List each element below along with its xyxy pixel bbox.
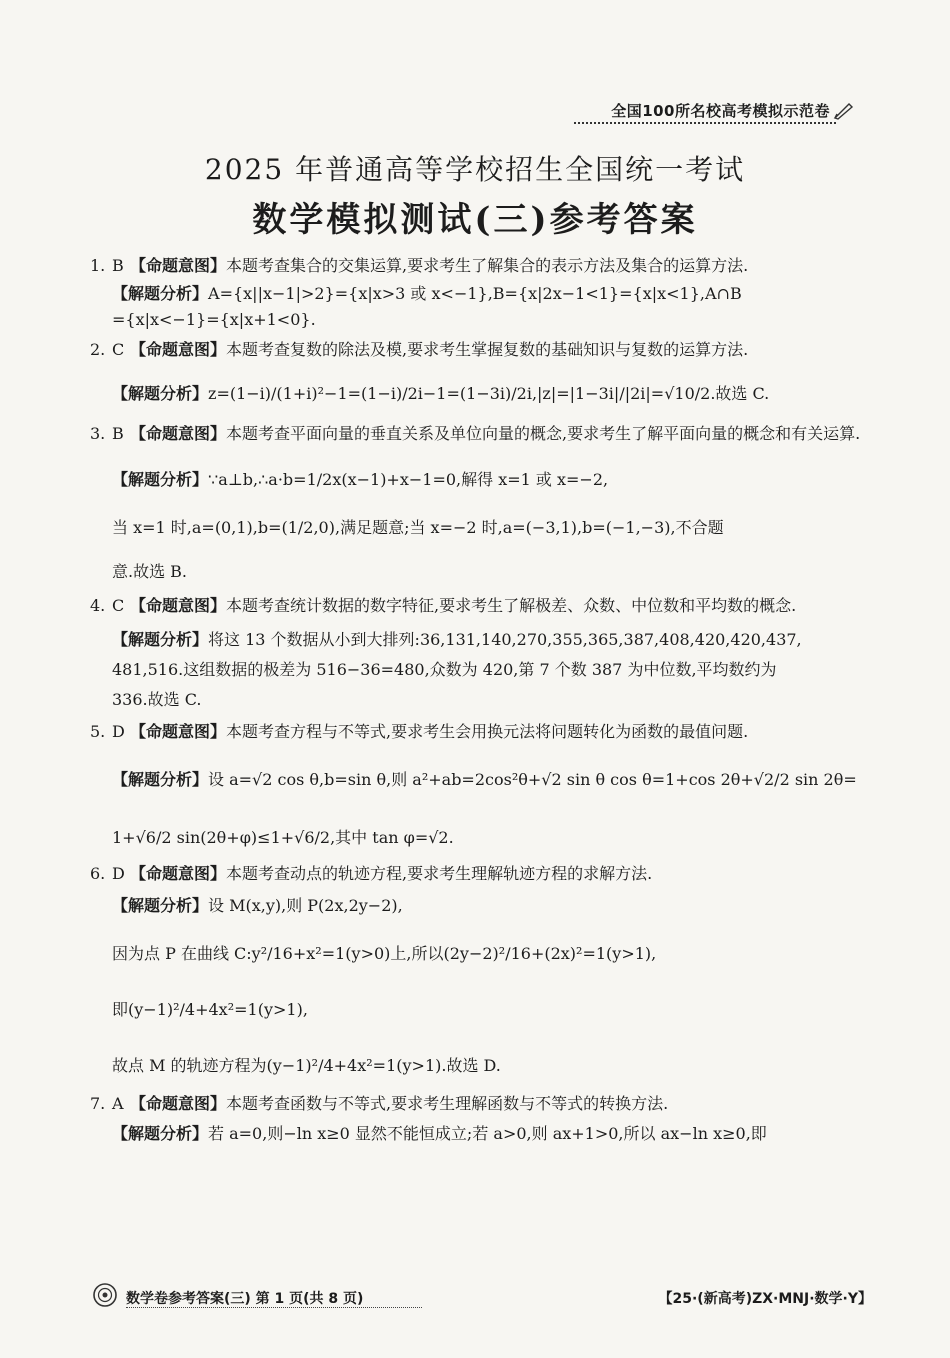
- question-4: [90, 593, 872, 713]
- analysis-line: [112, 627, 872, 653]
- intent-text: 本题考查复数的除法及模,要求考生掌握复数的基础知识与复数的运算方法.: [226, 340, 749, 359]
- intent-label: 【命题意图】: [130, 424, 227, 443]
- exam-title: 2025 年普通高等学校招生全国统一考试: [204, 153, 746, 186]
- answer-letter: B: [112, 424, 124, 443]
- question-2: [90, 337, 872, 407]
- intent-label: 【命题意图】: [130, 340, 227, 359]
- analysis-text: ∵a⊥b,∴a·b=1/2x(x−1)+x−1=0,解得 x=1 或 x=−2,: [208, 470, 609, 489]
- analysis-line: [112, 281, 872, 307]
- question-7: [90, 1091, 872, 1147]
- intent-text: 本题考查方程与不等式,要求考生会用换元法将问题转化为函数的最值问题.: [226, 722, 749, 741]
- intent-text: 本题考查平面向量的垂直关系及单位向量的概念,要求考生了解平面向量的概念和有关运算.: [226, 424, 861, 443]
- question-5: [90, 719, 872, 851]
- analysis-line: [112, 467, 872, 493]
- intent-label: 【命题意图】: [130, 1094, 227, 1113]
- answer-content: [90, 253, 872, 1151]
- footer-page-info: 数学卷参考答案(三) 第 1 页(共 8 页): [126, 1291, 364, 1307]
- page-footer: [92, 1282, 872, 1310]
- analysis-line: [112, 381, 872, 407]
- question-number: 1.: [90, 256, 106, 275]
- intent-text: 本题考查集合的交集运算,要求考生了解集合的表示方法及集合的运算方法.: [226, 256, 749, 275]
- analysis-label: 【解题分析】: [112, 770, 209, 789]
- footer-rule: [126, 1307, 422, 1308]
- question-number: 5.: [90, 722, 106, 741]
- analysis-label: 【解题分析】: [112, 896, 209, 915]
- answer-letter: B: [112, 256, 124, 275]
- answer-letter: A: [112, 1094, 124, 1113]
- analysis-label: 【解题分析】: [112, 630, 209, 649]
- intent-text: 本题考查函数与不等式,要求考生理解函数与不等式的转换方法.: [226, 1094, 669, 1113]
- analysis-text: 设 M(x,y),则 P(2x,2y−2),: [208, 896, 403, 915]
- header-series-label: 全国100所名校高考模拟示范卷: [611, 102, 830, 120]
- intent-label: 【命题意图】: [130, 864, 227, 883]
- intent-label: 【命题意图】: [130, 722, 227, 741]
- analysis-text: 若 a=0,则−ln x≥0 显然不能恒成立;若 a>0,则 ax+1>0,所以 ax−ln x≥0,即: [208, 1124, 767, 1143]
- analysis-line: 481,516.这组数据的极差为 516−36=480,众数为 420,第 7 个数 387 为中位数,平均数约为: [112, 660, 777, 679]
- intent-label: 【命题意图】: [130, 256, 227, 275]
- analysis-line: 1+√6/2 sin(2θ+φ)≤1+√6/2,其中 tan φ=√2.: [112, 828, 454, 847]
- analysis-text: 将这 13 个数据从小到大排列:36,131,140,270,355,365,387,408,420,420,437,: [208, 630, 802, 649]
- question-number: 6.: [90, 864, 106, 883]
- question-6: [90, 861, 872, 1079]
- answer-title: 数学模拟测试(三)参考答案: [252, 200, 698, 240]
- analysis-line: [112, 893, 872, 919]
- answer-letter: D: [112, 722, 125, 741]
- analysis-line: 意.故选 B.: [112, 562, 188, 581]
- analysis-line: 即(y−1)²/4+4x²=1(y>1),: [112, 1000, 308, 1019]
- footer-exam-code: 【25·(新高考)ZX·MNJ·数学·Y】: [658, 1291, 872, 1307]
- analysis-label: 【解题分析】: [112, 470, 209, 489]
- header-series-rule: [574, 122, 836, 124]
- answer-letter: C: [112, 340, 125, 359]
- question-1: [90, 253, 872, 333]
- analysis-line: 336.故选 C.: [112, 690, 202, 709]
- answer-letter: D: [112, 864, 125, 883]
- intent-text: 本题考查动点的轨迹方程,要求考生理解轨迹方程的求解方法.: [226, 864, 653, 883]
- analysis-text: A={x||x−1|>2}={x|x>3 或 x<−1},B={x|2x−1<1}={x|x<1},A∩B: [208, 284, 742, 303]
- question-number: 4.: [90, 596, 106, 615]
- analysis-line: 当 x=1 时,a=(0,1),b=(1/2,0),满足题意;当 x=−2 时,a=(−3,1),b=(−1,−3),不合题: [112, 518, 724, 537]
- answer-letter: C: [112, 596, 125, 615]
- analysis-text: 设 a=√2 cos θ,b=sin θ,则 a²+ab=2cos²θ+√2 sin θ cos θ=1+cos 2θ+√2/2 sin 2θ=: [208, 770, 857, 789]
- analysis-label: 【解题分析】: [112, 384, 209, 403]
- question-3: [90, 421, 872, 585]
- analysis-label: 【解题分析】: [112, 284, 209, 303]
- question-number: 7.: [90, 1094, 106, 1113]
- analysis-line: 因为点 P 在曲线 C:y²/16+x²=1(y>0)上,所以(2y−2)²/16+(2x)²=1(y>1),: [112, 944, 657, 963]
- analysis-line: ={x|x<−1}={x|x+1<0}.: [112, 310, 316, 329]
- intent-label: 【命题意图】: [130, 596, 227, 615]
- analysis-line: [112, 1121, 872, 1147]
- analysis-label: 【解题分析】: [112, 1124, 209, 1143]
- intent-text: 本题考查统计数据的数字特征,要求考生了解极差、众数、中位数和平均数的概念.: [226, 596, 797, 615]
- analysis-text: z=(1−i)/(1+i)²−1=(1−i)/2i−1=(1−3i)/2i,|z|=|1−3i|/|2i|=√10/2.故选 C.: [208, 384, 770, 403]
- analysis-line: [112, 767, 872, 793]
- question-number: 2.: [90, 340, 106, 359]
- school-logo-icon: [92, 1282, 118, 1308]
- pen-icon: [833, 100, 855, 120]
- analysis-line: 故点 M 的轨迹方程为(y−1)²/4+4x²=1(y>1).故选 D.: [112, 1056, 501, 1075]
- question-number: 3.: [90, 424, 106, 443]
